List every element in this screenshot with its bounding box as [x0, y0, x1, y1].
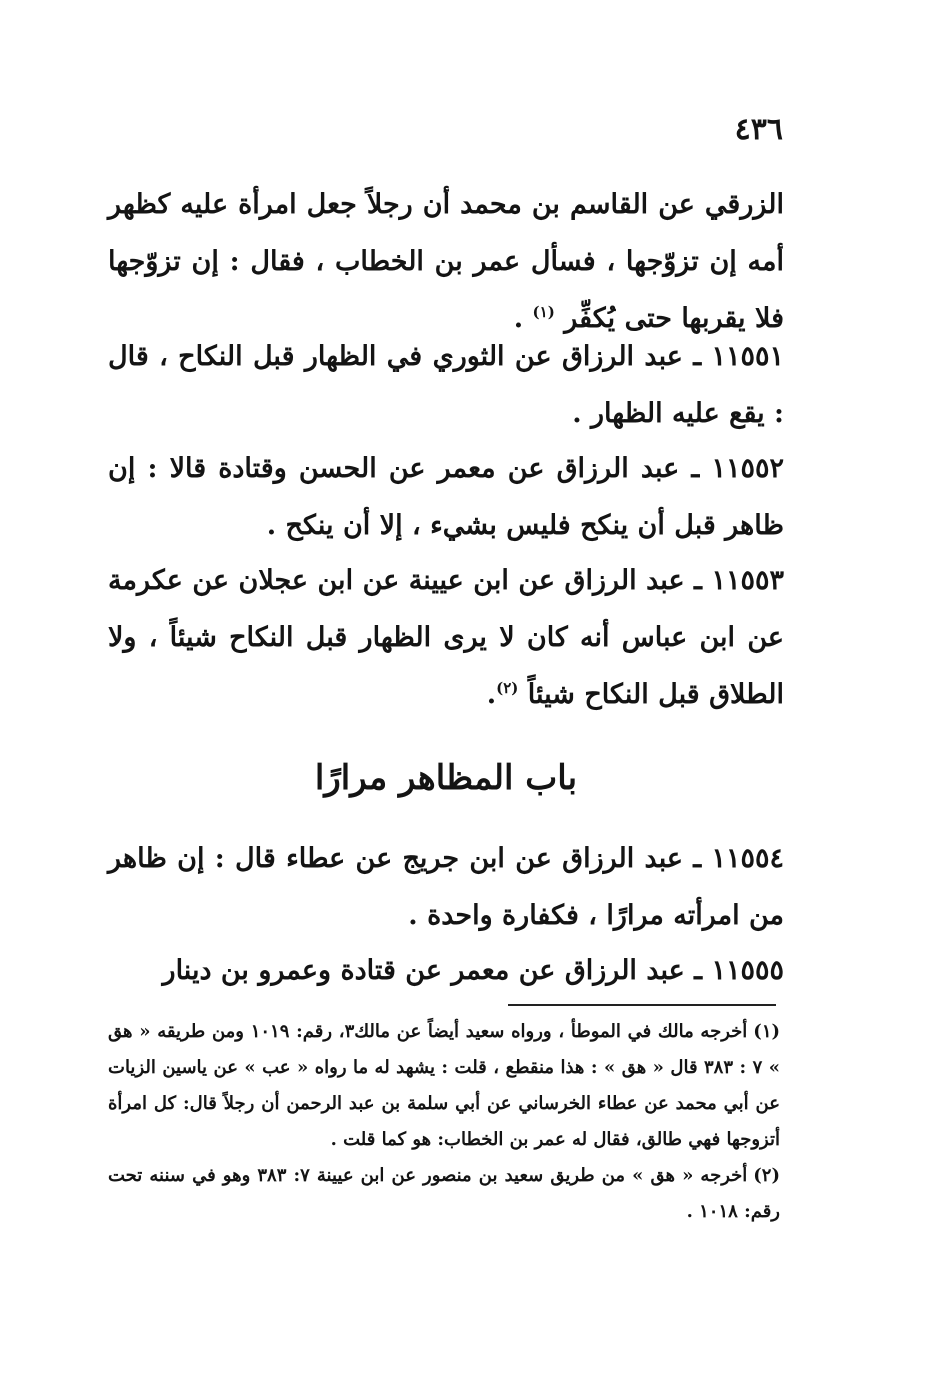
paragraph-11554: ١١٥٥٤ ـ عبد الرزاق عن ابن جريج عن عطاء قال : إن ظاهر من امرأته مرارًا ، فكفارة واحدة .	[108, 843, 784, 931]
paragraph-11551: ١١٥٥١ ـ عبد الرزاق عن الثوري في الظهار قبل النكاح ، قال : يقع عليه الظهار .	[108, 341, 784, 429]
footnote-ref-1: (١)	[532, 303, 555, 321]
footnote-number: (١)	[753, 1021, 781, 1042]
footnote-2	[108, 1158, 780, 1230]
footnote-text: أخرجه مالك في الموطأ ، ورواه سعيد أيضاً عن مالك٣، رقم: ١٠١٩ ومن طريقه « هق » ٧ : ٣٨٣ قال « هق » : هذا منقطع ، قلت : يشهد له ما رواه « عب » عن ياسين الزيات عن أبي محمد عن عطاء الخرساني عن أبي سلمة بن عبد الرحمن أن رجلاً قال: كل امرأة أتزوجها فهي طالق، فقال له عمر بن الخطاب: هو كما قلت .	[108, 1021, 780, 1150]
footnotes	[108, 1014, 780, 1230]
section-heading: باب المظاهر مرارًا	[314, 758, 578, 798]
footnote-1	[108, 1014, 780, 1158]
paragraph-text: الزرقي عن القاسم بن محمد أن رجلاً جعل امرأة عليه كظهر أمه إن تزوّجها ، فسأل عمر بن الخطاب ، فقال : إن تزوّجها فلا يقربها حتى يُكفِّر	[108, 189, 784, 334]
paragraph-11555: ١١٥٥٥ ـ عبد الرزاق عن معمر عن قتادة وعمرو بن دينار	[162, 955, 784, 986]
footnote-divider	[508, 1004, 776, 1006]
footnote-text: أخرجه « هق » من طريق سعيد بن منصور عن ابن عيينة ٧: ٣٨٣ وهو في سننه تحت رقم: ١٠١٨ .	[108, 1165, 780, 1222]
paragraph-ending: .	[486, 679, 497, 710]
page-number: ٤٣٦	[734, 112, 783, 147]
footnote-ref-2: (٢)	[496, 679, 519, 697]
paragraph-11552: ١١٥٥٢ ـ عبد الرزاق عن معمر عن الحسن وقتادة قالا : إن ظاهر قبل أن ينكح فليس بشيء ، إلا أن ينكح .	[108, 453, 784, 541]
paragraph-ending: .	[513, 303, 533, 334]
paragraph-11553	[108, 552, 784, 723]
footnote-number: (٢)	[753, 1165, 780, 1186]
paragraph-text: ١١٥٥٣ ـ عبد الرزاق عن ابن عيينة عن ابن عجلان عن عكرمة عن ابن عباس أنه كان لا يرى الظهار قبل النكاح شيئاً ، ولا الطلاق قبل النكاح شيئاً	[108, 565, 784, 710]
paragraph-continuation	[108, 176, 784, 347]
